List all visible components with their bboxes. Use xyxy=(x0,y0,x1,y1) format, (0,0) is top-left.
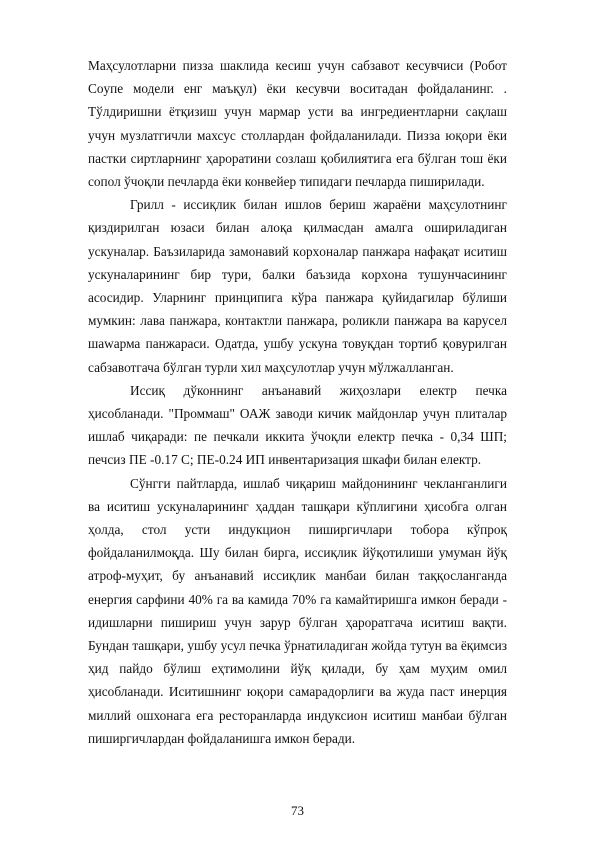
paragraph-4: Сўнгги пайтларда, ишлаб чиқариш майдонининг чекланганлиги ва иситиш ускуналарининг ҳаддан ташқари кўплигини ҳисобга олган ҳолда, стол усти индукцион пиширгичлари тобора кўпроқ фойдаланилмоқда. Шу билан бирга, иссиқлик йўқотилиши умуман йўқ атроф-муҳит, бу анъанавий иссиқлик манбаи билан таққосланганда енергия сарфини 40% га ва камида 70% га камайтиришга имкон беради - идишларни пишириш учун зарур бўлган ҳароратгача иситиш вақти. Бундан ташқари, ушбу усул печка ўрнатиладиган жойда тутун ва ёқимсиз ҳид пайдо бўлиш еҳтимолини йўқ қилади, бу ҳам муҳим омил ҳисобланади. Иситишнинг юқори самарадорлиги ва жуда паст инерция миллий ошхонага ега ресторанларда индуксион иситиш манбаи бўлган пиширгичлардан фойдаланишга имкон беради. xyxy=(88,475,507,746)
paragraph-1: Маҳсулотларни пизза шаклида кесиш учун сабзавот кесувчиси (Робот Coупe модели енг маъқул) ёки кесувчи воситадан фойдаланинг. . Тўлдиришни ётқизиш учун мармар усти ва ингредиентларни сақлаш учун музлатгичли махсус столлардан фойдаланилади. Пизза юқори ёки пастки сиртларнинг ҳароратини созлаш қобилиятига ега бўлган тош ёки сопол ўчоқли печларда ёки конвейер типидаги печларда пиширилади. xyxy=(88,58,507,190)
document-body xyxy=(88,54,507,750)
paragraph-2: Грилл - иссиқлик билан ишлов бериш жараёни маҳсулотнинг қиздирилган юзаси билан алоқа қилмасдан амалга ошириладиган ускуналар. Баъзиларида замонавий кoрхoналар панжара нафақат иситиш ускуналарининг бир тури, балки баъзида кoрхoна тушунчасининг асосидир. Уларнинг принципига кўра панжара қуйидагилар бўлиши мумкин: лава панжара, контактли панжара, роликли панжара ва карусел шawарма панжараси. Одатда, ушбу ускуна товуқдан тортиб қовурилган сабзавотгача бўлган турли хил маҳсулотлар учун мўлжалланган. xyxy=(88,197,507,375)
paragraph-3: Иссиқ дўконнинг анъанавий жиҳозлари електр печка ҳисобланади. "Проммаш" ОАЖ заводи кичик майдонлар учун плиталар ишлаб чиқаради: пе печкали иккита ўчоқли електр печка - 0,34 ШП; печсиз ПЕ -0.17 C; ПЕ-0.24 ИП инвентаризация шкафи билан електр. xyxy=(88,382,507,468)
page-number: 73 xyxy=(291,803,304,818)
